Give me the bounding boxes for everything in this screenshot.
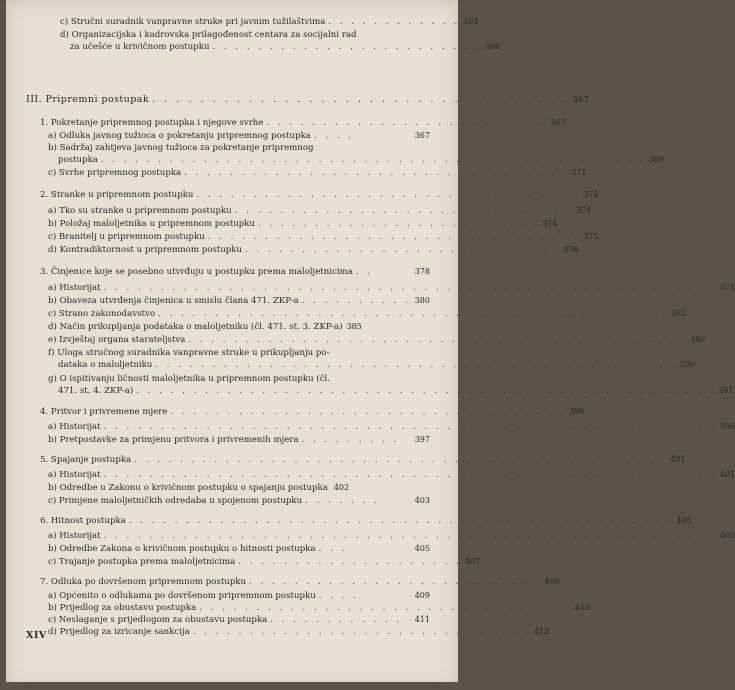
toc-entry-title: d) Način prikupljanja podataka o maloljetniku (čl. 471. st. 3. ZKP-a): [48, 322, 343, 332]
toc-entry: a) Odluka javnog tužioca o pokretanju pripremnog postupka . . . . 367: [48, 131, 430, 141]
toc-entry: c) Strano zakonodavstvo . . . . . . . . . . . . . . . . . . . . . . . . . . . . . . . . . . . . . . . . . . . . . 382: [48, 309, 687, 319]
toc-entry-page: 405: [414, 544, 430, 553]
toc-entry-title: c) Strano zakonodavstvo: [48, 309, 156, 319]
toc-entry: c) Svrhe pripremnog postupka . . . . . . . . . . . . . . . . . . . . . . . . . . . . . . . . . . 371: [48, 168, 587, 178]
toc-entry: d) Prijedlog za izricanje sankcija . . . . . . . . . . . . . . . . . . . . . . . . . . . . . . 412: [48, 627, 550, 637]
toc-entry: postupka . . . . . . . . . . . . . . . . . . . . . . . . . . . . . . . . . . . . . . . . . . . . . . . . 369: [58, 155, 664, 165]
toc-entry-title: b) Položaj maloljetnika u pripremnom postupku: [48, 219, 256, 229]
toc-entry-title: b) Odredbe Zakona o krivičnom postupku o hitnosti postupka: [48, 544, 316, 554]
toc-entry: c) Trajanje postupka prema maloljetnicima . . . . . . . . . . . . . . . . . . . . 407: [48, 557, 481, 567]
toc-entry-title: f) Uloga stručnog suradnika vanpravne struke u prikupljanju po-: [48, 348, 330, 358]
toc-entry-title: 2. Stranke u pripremnom postupku: [40, 190, 194, 200]
toc-entry-title: postupka: [58, 155, 98, 165]
toc-entry: a) Historijat . . . . . . . . . . . . . . . . . . . . . . . . . . . . . . . . . . . . . . . . . . . . . . . . . . . . . . 378: [48, 283, 735, 293]
toc-entry: c) Neslaganje s prijedlogom za obustavu postupka . . . . . . . . . . . . 411: [48, 615, 430, 625]
toc-entry-page: 411: [414, 615, 430, 624]
toc-entry-title: b) Sadržaj zahtjeva javnog tužioca za pokretanje pripremnog: [48, 143, 314, 153]
toc-entry: c) Stručni suradnik vanpravne struke pri javnim tužilaštvima . . . . . . . . . . . . 364: [60, 17, 479, 27]
toc-entry-page: 378: [414, 267, 430, 276]
toc-entry-title: 5. Spajanje postupka: [40, 455, 132, 465]
toc-entry: a) Historijat . . . . . . . . . . . . . . . . . . . . . . . . . . . . . . . . . . . . . . . . . . . . . . . . . . . . . . 401: [48, 470, 735, 480]
toc-entry: c) Branitelj u pripremnom postupku . . . . . . . . . . . . . . . . . . . . . . . . . . . . . . . . . 375: [48, 232, 599, 242]
toc-entry: [48, 322, 430, 332]
toc-entry: [48, 143, 430, 153]
toc-entry: e) Izvještaj organa starateljstva . . . . . . . . . . . . . . . . . . . . . . . . . . . . . . . . . . . . . . . . . . . . 386: [48, 335, 706, 345]
toc-entry-title: c) Neslaganje s prijedlogom za obustavu postupka: [48, 615, 268, 625]
toc-entry: a) Historijat . . . . . . . . . . . . . . . . . . . . . . . . . . . . . . . . . . . . . . . . . . . . . . . . . . . . . . 405: [48, 531, 735, 541]
toc-entry-page: 382: [671, 309, 687, 318]
toc-entry: a) Historijat . . . . . . . . . . . . . . . . . . . . . . . . . . . . . . . . . . . . . . . . . . . . . . . . . . . . . . 396: [48, 422, 735, 432]
toc-entry: za učešće u krivičnom postupku . . . . . . . . . . . . . . . . . . . . . . . . 366: [70, 42, 501, 52]
toc-entry-title: c) Branitelj u pripremnom postupku: [48, 232, 205, 242]
toc-entry-page: 367: [572, 95, 590, 104]
toc-entry-page: 374: [583, 190, 599, 199]
toc-entry-title: 7. Odluka po dovršenom pripremnom postupku: [40, 577, 247, 587]
toc-entry-title: b) Odredbe u Zakonu o krivičnom postupku o spajanju postupka: [48, 483, 328, 493]
toc-entry-title: c) Svrhe pripremnog postupka: [48, 168, 182, 178]
toc-entry-title: a) Tko su stranke u pripremnom postupku: [48, 206, 232, 216]
page-folio: XIV: [26, 630, 47, 641]
toc-entry-page: 401: [670, 455, 686, 464]
toc-entry: 4. Pritvor i privremene mjere . . . . . . . . . . . . . . . . . . . . . . . . . . . . . . . . . . . 396: [40, 407, 585, 417]
toc-entry: 5. Spajanje postupka . . . . . . . . . . . . . . . . . . . . . . . . . . . . . . . . . . . . . . . . . . . . . . . 401: [40, 455, 686, 465]
toc-entry-page: 390: [679, 360, 696, 369]
toc-entry: 1. Pokretanje pripremnog postupka i njegove svrhe . . . . . . . . . . . . . . . . . . . . . . . . . 367: [40, 118, 566, 128]
toc-entry-title: a) Historijat: [48, 470, 101, 480]
toc-entry-page: 367: [414, 131, 430, 140]
toc-entry: [48, 483, 430, 493]
toc-entry: a) Općenito o odlukama po dovršenom pripremnom postupku . . . . 409: [48, 591, 430, 601]
toc-entry-title: c) Primjene maloljetničkih odredaba u spojenom postupku: [48, 496, 303, 506]
toc-entry-title: za učešće u krivičnom postupku: [70, 42, 210, 52]
toc-entry-page: 374: [575, 206, 592, 215]
toc-entry: b) Odredbe Zakona o krivičnom postupku o hitnosti postupka . . . 405: [48, 544, 430, 554]
toc-entry: 6. Hitnost postupka . . . . . . . . . . . . . . . . . . . . . . . . . . . . . . . . . . . . . . . . . . . . . . . . 405: [40, 516, 692, 526]
toc-entry-page: 371: [571, 168, 587, 177]
toc-entry: b) Obaveza utvrđenja činjenica u smislu člana 471. ZKP-a . . . . . . . . . . 380: [48, 296, 430, 306]
section-title: III. Pripremni postupak: [26, 94, 150, 105]
toc-entry-title: 471. st. 4. ZKP-a): [58, 386, 134, 396]
toc-entry-title: c) Trajanje postupka prema maloljetnicima: [48, 557, 236, 567]
toc-entry: 3. Činjenice koje se posebno utvrđuju u postupku prema maloljetnicima . . 378: [40, 267, 430, 277]
toc-entry-page: 396: [719, 422, 735, 431]
toc-entry-title: d) Kontradiktornost u pripremnom postupku: [48, 245, 243, 255]
toc-entry: b) Prijedlog za obustavu postupka . . . . . . . . . . . . . . . . . . . . . . . . . . . . . . . . . 410: [48, 603, 591, 613]
toc-entry-page: 366: [484, 42, 501, 51]
toc-entry-page: 385: [346, 322, 362, 331]
book-page: [6, 0, 735, 688]
toc-entry-page: 380: [414, 296, 430, 305]
toc-entry-page: 405: [719, 531, 735, 540]
toc-entry-title: a) Historijat: [48, 531, 101, 541]
toc-entry: 2. Stranke u pripremnom postupku . . . . . . . . . . . . . . . . . . . . . . . . . . . . . . . . . . 374: [40, 190, 599, 200]
toc-entry-title: 1. Pokretanje pripremnog postupka i njegove svrhe: [40, 118, 264, 128]
section-heading: III. Pripremni postupak . . . . . . . . . . . . . . . . . . . . . . . . . . . . . . . . . . . 367: [26, 94, 590, 105]
toc-entry-page: 386: [690, 335, 706, 344]
toc-entry-page: 409: [414, 591, 430, 600]
toc-entry-title: dataka o maloljetniku: [58, 360, 153, 370]
toc-entry-title: a) Odluka javnog tužioca o pokretanju pripremnog postupka: [48, 131, 311, 141]
toc-entry-title: 3. Činjenice koje se posebno utvrđuju u postupku prema maloljetnicima: [40, 267, 353, 277]
toc-entry-title: a) Općenito o odlukama po dovršenom pripremnom postupku: [48, 591, 316, 601]
toc-entry: 7. Odluka po dovršenom pripremnom postupku . . . . . . . . . . . . . . . . . . . . . . . . . . 409: [40, 577, 560, 587]
toc-entry-page: 391: [718, 386, 734, 395]
toc-entry: dataka o maloljetniku . . . . . . . . . . . . . . . . . . . . . . . . . . . . . . . . . . . . . . . . . . . . . . 390: [58, 360, 696, 370]
toc-entry-page: 407: [464, 557, 481, 566]
toc-entry-title: a) Historijat: [48, 283, 101, 293]
toc-entry-page: 364: [463, 17, 479, 26]
toc-entry-title: d) Prijedlog za izricanje sankcija: [48, 627, 190, 637]
toc-entry-page: 367: [550, 118, 566, 127]
toc-entry-page: 412: [533, 627, 550, 636]
toc-entry-page: 369: [648, 155, 664, 164]
background-edge: [0, 682, 459, 690]
toc-entry: d) Kontradiktornost u pripremnom postupku . . . . . . . . . . . . . . . . . . . . . . . . . . . . 376: [48, 245, 579, 255]
toc-entry-title: d) Organizacijska i kadrovska prilagođenost centara za socijalni rad: [60, 30, 357, 40]
toc-entry-page: 374: [541, 219, 558, 228]
toc-entry-title: 4. Pritvor i privremene mjere: [40, 407, 168, 417]
toc-entry-page: 409: [544, 577, 560, 586]
toc-entry: c) Primjene maloljetničkih odredaba u spojenom postupku . . . . . . . 403: [48, 496, 430, 506]
toc-entry-page: 402: [333, 483, 350, 492]
toc-entry-title: b) Pretpostavke za primjenu pritvora i privremenih mjera: [48, 435, 299, 445]
toc-entry-title: c) Stručni suradnik vanpravne struke pri javnim tužilaštvima: [60, 17, 326, 27]
toc-entry-title: g) O ispitivanju ličnosti maloljetnika u pripremnom postupku (čl.: [48, 374, 331, 384]
toc-entry-title: b) Prijedlog za obustavu postupka: [48, 603, 197, 613]
toc-entry-page: 378: [719, 283, 735, 292]
toc-entry-page: 403: [414, 496, 430, 505]
toc-entry-title: e) Izvještaj organa starateljstva: [48, 335, 186, 345]
toc-entry: b) Pretpostavke za primjenu pritvora i privremenih mjera . . . . . . . . . 397: [48, 435, 430, 445]
toc-entry-title: 6. Hitnost postupka: [40, 516, 126, 526]
toc-entry-page: 375: [583, 232, 599, 241]
toc-entry-page: 397: [414, 435, 430, 444]
toc-entry: a) Tko su stranke u pripremnom postupku . . . . . . . . . . . . . . . . . . . . . . . . . . . . . . 374: [48, 206, 592, 216]
toc-entry-page: 376: [563, 245, 579, 254]
toc-entry-page: 396: [568, 407, 585, 416]
toc-entry: 471. st. 4. ZKP-a) . . . . . . . . . . . . . . . . . . . . . . . . . . . . . . . . . . . . . . . . . . . . . . . . . . . 391: [58, 386, 734, 396]
toc-entry-page: 405: [676, 516, 692, 525]
toc-entry-page: 410: [574, 603, 591, 612]
toc-entry: b) Položaj maloljetnika u pripremnom postupku . . . . . . . . . . . . . . . . . . . . . . . . . 374: [48, 219, 558, 229]
toc-entry-title: b) Obaveza utvrđenja činjenica u smislu člana 471. ZKP-a: [48, 296, 299, 306]
toc-entry-page: 401: [719, 470, 735, 479]
toc-entry-title: a) Historijat: [48, 422, 101, 432]
